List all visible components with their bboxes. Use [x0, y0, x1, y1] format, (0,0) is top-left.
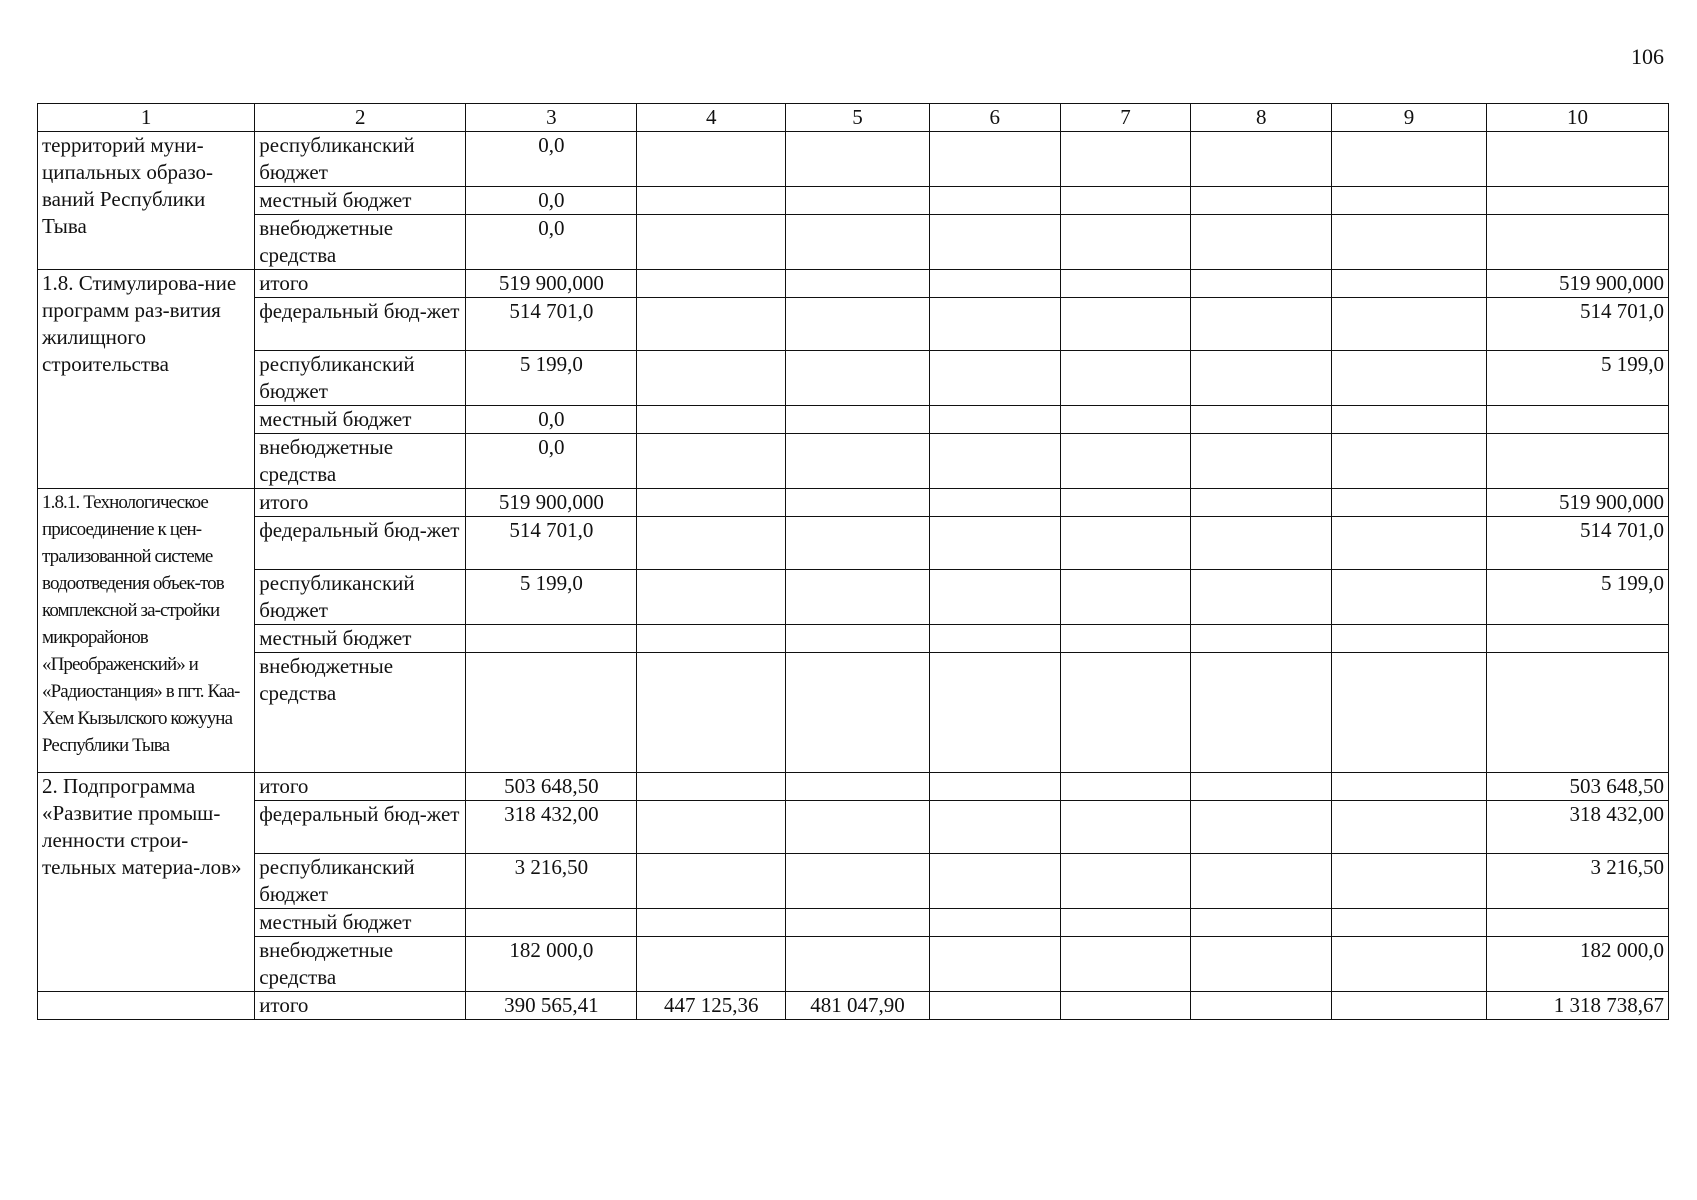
table-row	[38, 270, 1669, 298]
empty-col9	[1332, 489, 1487, 517]
header-row	[38, 104, 1669, 132]
empty-col9	[1332, 992, 1487, 1020]
amount-col10: 514 701,0	[1486, 298, 1668, 351]
funding-source: итого	[255, 992, 466, 1020]
table-row	[38, 351, 1669, 406]
empty-col7	[1060, 406, 1191, 434]
amount-col4	[637, 187, 786, 215]
amount-col4	[637, 351, 786, 406]
amount-col5	[786, 434, 930, 489]
empty-col6	[929, 351, 1060, 406]
amount-col4	[637, 406, 786, 434]
amount-col3: 5 199,0	[466, 351, 637, 406]
amount-col4	[637, 517, 786, 570]
empty-col6	[929, 854, 1060, 909]
funding-source: республиканский бюджет	[255, 570, 466, 625]
empty-col6	[929, 653, 1060, 773]
table-row	[38, 187, 1669, 215]
amount-col4	[637, 653, 786, 773]
empty-col9	[1332, 298, 1487, 351]
page-number: 106	[1631, 44, 1664, 69]
empty-col8	[1191, 298, 1332, 351]
empty-col7	[1060, 801, 1191, 854]
amount-col5	[786, 406, 930, 434]
empty-col9	[1332, 801, 1487, 854]
amount-col3: 503 648,50	[466, 773, 637, 801]
funding-source: итого	[255, 270, 466, 298]
amount-col5	[786, 270, 930, 298]
column-header: 4	[637, 104, 786, 132]
budget-table	[37, 103, 1669, 1020]
empty-col9	[1332, 351, 1487, 406]
amount-col3: 390 565,41	[466, 992, 637, 1020]
funding-source: федеральный бюд-жет	[255, 298, 466, 351]
amount-col10	[1486, 215, 1668, 270]
column-header: 6	[929, 104, 1060, 132]
amount-col4	[637, 132, 786, 187]
amount-col10: 3 216,50	[1486, 854, 1668, 909]
amount-col5: 481 047,90	[786, 992, 930, 1020]
funding-source: местный бюджет	[255, 406, 466, 434]
empty-col8	[1191, 215, 1332, 270]
table-row	[38, 653, 1669, 773]
program-description	[38, 992, 255, 1020]
amount-col5	[786, 854, 930, 909]
amount-col10: 318 432,00	[1486, 801, 1668, 854]
amount-col10	[1486, 187, 1668, 215]
amount-col3: 514 701,0	[466, 298, 637, 351]
amount-col10: 519 900,000	[1486, 270, 1668, 298]
empty-col9	[1332, 773, 1487, 801]
amount-col3: 5 199,0	[466, 570, 637, 625]
amount-col4	[637, 937, 786, 992]
amount-col4: 447 125,36	[637, 992, 786, 1020]
empty-col7	[1060, 570, 1191, 625]
table-row	[38, 909, 1669, 937]
empty-col8	[1191, 992, 1332, 1020]
funding-source: местный бюджет	[255, 909, 466, 937]
empty-col6	[929, 801, 1060, 854]
amount-col4	[637, 773, 786, 801]
table-row	[38, 992, 1669, 1020]
amount-col4	[637, 570, 786, 625]
empty-col8	[1191, 187, 1332, 215]
amount-col3: 182 000,0	[466, 937, 637, 992]
empty-col6	[929, 909, 1060, 937]
amount-col10: 519 900,000	[1486, 489, 1668, 517]
empty-col8	[1191, 351, 1332, 406]
amount-col4	[637, 489, 786, 517]
column-header: 3	[466, 104, 637, 132]
empty-col7	[1060, 132, 1191, 187]
empty-col7	[1060, 215, 1191, 270]
empty-col9	[1332, 215, 1487, 270]
funding-source: местный бюджет	[255, 187, 466, 215]
amount-col10: 1 318 738,67	[1486, 992, 1668, 1020]
empty-col8	[1191, 625, 1332, 653]
empty-col6	[929, 187, 1060, 215]
column-header: 7	[1060, 104, 1191, 132]
empty-col6	[929, 625, 1060, 653]
table-row	[38, 937, 1669, 992]
table-row	[38, 489, 1669, 517]
empty-col7	[1060, 625, 1191, 653]
empty-col8	[1191, 937, 1332, 992]
empty-col7	[1060, 937, 1191, 992]
table-row	[38, 132, 1669, 187]
column-header: 10	[1486, 104, 1668, 132]
column-header: 9	[1332, 104, 1487, 132]
table-row	[38, 854, 1669, 909]
empty-col8	[1191, 270, 1332, 298]
funding-source: республиканский бюджет	[255, 132, 466, 187]
empty-col7	[1060, 854, 1191, 909]
empty-col7	[1060, 992, 1191, 1020]
empty-col6	[929, 570, 1060, 625]
empty-col6	[929, 298, 1060, 351]
funding-source: федеральный бюд-жет	[255, 517, 466, 570]
amount-col3: 0,0	[466, 187, 637, 215]
amount-col4	[637, 909, 786, 937]
funding-source: местный бюджет	[255, 625, 466, 653]
amount-col3: 0,0	[466, 434, 637, 489]
empty-col6	[929, 937, 1060, 992]
amount-col5	[786, 653, 930, 773]
amount-col3: 0,0	[466, 132, 637, 187]
amount-col4	[637, 215, 786, 270]
empty-col6	[929, 434, 1060, 489]
empty-col6	[929, 132, 1060, 187]
amount-col10	[1486, 132, 1668, 187]
empty-col8	[1191, 909, 1332, 937]
amount-col5	[786, 909, 930, 937]
empty-col9	[1332, 909, 1487, 937]
amount-col10: 5 199,0	[1486, 570, 1668, 625]
amount-col5	[786, 132, 930, 187]
empty-col9	[1332, 517, 1487, 570]
funding-source: республиканский бюджет	[255, 351, 466, 406]
amount-col5	[786, 215, 930, 270]
column-header: 8	[1191, 104, 1332, 132]
amount-col5	[786, 187, 930, 215]
table-row	[38, 625, 1669, 653]
empty-col9	[1332, 187, 1487, 215]
empty-col6	[929, 489, 1060, 517]
funding-source: итого	[255, 773, 466, 801]
empty-col8	[1191, 570, 1332, 625]
empty-col8	[1191, 406, 1332, 434]
amount-col3: 519 900,000	[466, 270, 637, 298]
amount-col3: 514 701,0	[466, 517, 637, 570]
amount-col10: 5 199,0	[1486, 351, 1668, 406]
funding-source: внебюджетные средства	[255, 653, 466, 773]
amount-col4	[637, 801, 786, 854]
table-row	[38, 517, 1669, 570]
empty-col7	[1060, 773, 1191, 801]
amount-col10	[1486, 434, 1668, 489]
amount-col3	[466, 653, 637, 773]
table-row	[38, 773, 1669, 801]
funding-source: внебюджетные средства	[255, 215, 466, 270]
table-row	[38, 434, 1669, 489]
empty-col9	[1332, 625, 1487, 653]
program-description: 1.8. Стимулирова-ние программ раз-вития жилищного строительства	[38, 270, 255, 489]
empty-col8	[1191, 854, 1332, 909]
amount-col10	[1486, 625, 1668, 653]
funding-source: республиканский бюджет	[255, 854, 466, 909]
empty-col9	[1332, 434, 1487, 489]
empty-col8	[1191, 434, 1332, 489]
empty-col9	[1332, 570, 1487, 625]
amount-col3	[466, 625, 637, 653]
empty-col7	[1060, 187, 1191, 215]
funding-source: внебюджетные средства	[255, 937, 466, 992]
amount-col10: 182 000,0	[1486, 937, 1668, 992]
amount-col3: 0,0	[466, 215, 637, 270]
empty-col8	[1191, 132, 1332, 187]
table-row	[38, 406, 1669, 434]
table-body	[38, 132, 1669, 1020]
empty-col7	[1060, 517, 1191, 570]
empty-col8	[1191, 489, 1332, 517]
funding-source: федеральный бюд-жет	[255, 801, 466, 854]
empty-col6	[929, 406, 1060, 434]
amount-col3: 519 900,000	[466, 489, 637, 517]
table-row	[38, 215, 1669, 270]
amount-col10	[1486, 909, 1668, 937]
empty-col8	[1191, 773, 1332, 801]
amount-col5	[786, 351, 930, 406]
column-header: 5	[786, 104, 930, 132]
empty-col6	[929, 517, 1060, 570]
amount-col3: 3 216,50	[466, 854, 637, 909]
empty-col9	[1332, 937, 1487, 992]
empty-col7	[1060, 351, 1191, 406]
amount-col3: 0,0	[466, 406, 637, 434]
empty-col6	[929, 270, 1060, 298]
program-description: 2. Подпрограмма «Развитие промыш-ленности строи-тельных материа-лов»	[38, 773, 255, 992]
empty-col8	[1191, 653, 1332, 773]
amount-col5	[786, 489, 930, 517]
amount-col4	[637, 625, 786, 653]
empty-col8	[1191, 517, 1332, 570]
empty-col9	[1332, 653, 1487, 773]
funding-source: внебюджетные средства	[255, 434, 466, 489]
amount-col10: 503 648,50	[1486, 773, 1668, 801]
empty-col9	[1332, 270, 1487, 298]
column-header: 1	[38, 104, 255, 132]
amount-col5	[786, 625, 930, 653]
amount-col4	[637, 270, 786, 298]
empty-col9	[1332, 406, 1487, 434]
amount-col4	[637, 298, 786, 351]
amount-col3	[466, 909, 637, 937]
empty-col9	[1332, 132, 1487, 187]
table-row	[38, 570, 1669, 625]
amount-col10	[1486, 406, 1668, 434]
amount-col10: 514 701,0	[1486, 517, 1668, 570]
empty-col6	[929, 992, 1060, 1020]
empty-col7	[1060, 434, 1191, 489]
program-description: 1.8.1. Технологическое присоединение к цен-трализованной системе водоотведения объек-тов комплексной за-стройки микрорайонов «Преображенский» и «Радиостанция» в пгт. Каа-Хем Кызылского кожууна Республики Тыва	[38, 489, 255, 773]
program-description: территорий муни-ципальных образо-ваний Республики Тыва	[38, 132, 255, 270]
empty-col6	[929, 215, 1060, 270]
empty-col9	[1332, 854, 1487, 909]
amount-col5	[786, 937, 930, 992]
empty-col7	[1060, 298, 1191, 351]
amount-col4	[637, 434, 786, 489]
empty-col7	[1060, 909, 1191, 937]
amount-col5	[786, 801, 930, 854]
amount-col5	[786, 570, 930, 625]
amount-col4	[637, 854, 786, 909]
empty-col7	[1060, 489, 1191, 517]
funding-source: итого	[255, 489, 466, 517]
table-row	[38, 298, 1669, 351]
empty-col8	[1191, 801, 1332, 854]
column-header: 2	[255, 104, 466, 132]
table-row	[38, 801, 1669, 854]
empty-col7	[1060, 270, 1191, 298]
empty-col6	[929, 773, 1060, 801]
empty-col7	[1060, 653, 1191, 773]
amount-col5	[786, 298, 930, 351]
amount-col5	[786, 517, 930, 570]
amount-col3: 318 432,00	[466, 801, 637, 854]
amount-col5	[786, 773, 930, 801]
amount-col10	[1486, 653, 1668, 773]
